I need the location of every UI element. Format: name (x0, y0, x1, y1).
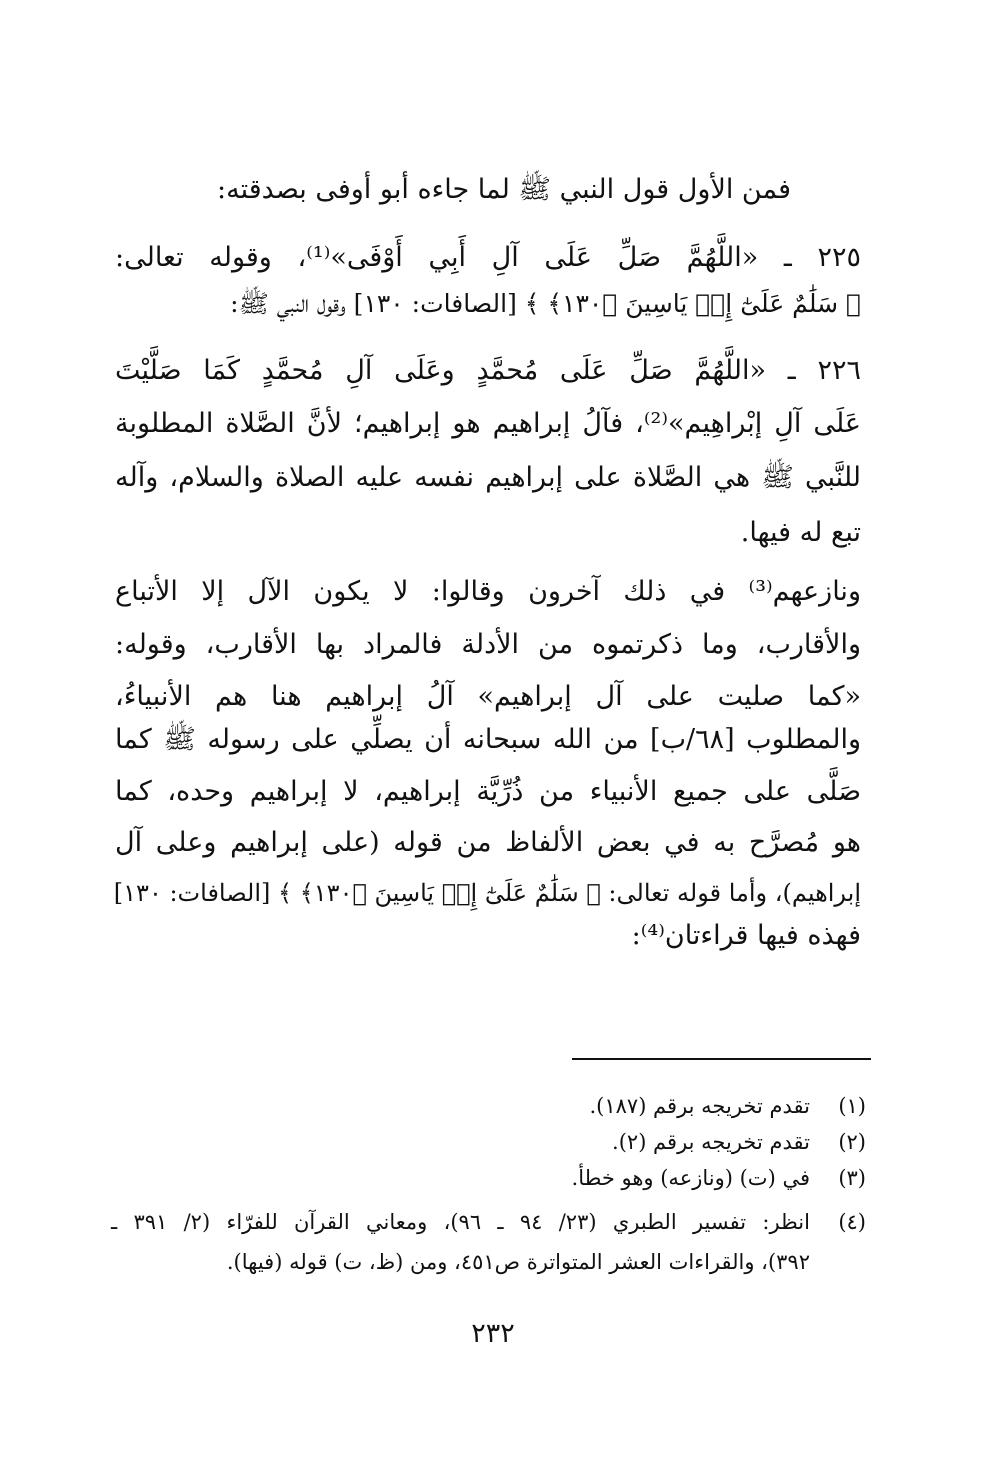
text-line: فهذه فيها قراءتان⁽⁴⁾: (631, 920, 861, 951)
text-line: إبراهيم)، وأما قوله تعالى: ﴿ سَلَٰمٌ عَلَىٰٓ إِلۡ يَاسِينَ ﴿١٣٠﴾ ﴾ [الصافات: ١٣٠] (113, 879, 861, 907)
text-line: تبع له فيها. (740, 517, 861, 548)
footnote-number: (١) (838, 1094, 866, 1118)
text-line: فمن الأول قول النبي ﷺ لما جاءه أبو أوفى بصدقته: (217, 174, 791, 205)
text-line: صَلَّى على جميع الأنبياء من ذُرِّيَّة إبراهيم، لا إبراهيم وحده، كما (115, 776, 861, 807)
footnote-separator (572, 1058, 871, 1060)
paragraph-first-line: ونازعهم⁽³⁾ في ذلك آخرون وقالوا: لا يكون الآل إلا الأتباع (115, 576, 861, 607)
footnote-text: انظر: تفسير الطبري (٢٣/ ٩٤ ـ ٩٦)، ومعاني القرآن للفرّاء (٢/ ٣٩١ ـ (111, 1210, 810, 1234)
footnote-text: تقدم تخريجه برقم (١٨٧). (589, 1094, 810, 1118)
text-line: والمطلوب [٦٨/ب] من الله سبحانه أن يصلِّي على رسوله ﷺ كما (115, 724, 861, 755)
text-line: هو مُصرَّح به في بعض الألفاظ من قوله (على إبراهيم وعلى آل (115, 827, 861, 858)
hadith-226-line: ٢٢٦ ـ «اللَّهُمَّ صَلِّ عَلَى مُحمَّدٍ وعَلَى آلِ مُحمَّدٍ كَمَا صَلَّيْتَ (115, 355, 861, 386)
text-line: عَلَى آلِ إبْراهِيم»⁽²⁾، فآلُ إبراهيم هو إبراهيم؛ لأنَّ الصَّلاة المطلوبة (115, 408, 861, 439)
text-line: والأقارب، وما ذكرتموه من الأدلة فالمراد بها الأقارب، وقوله: (115, 629, 861, 660)
footnote-text: تقدم تخريجه برقم (٢). (612, 1130, 810, 1154)
footnote-number: (٢) (838, 1130, 866, 1154)
footnote-text: ٣٩٢)، والقراءات العشر المتواترة ص٤٥١، ومن (ظ، ت) قوله (فيها). (226, 1250, 810, 1274)
hadith-225-line: ٢٢٥ ـ «اللَّهُمَّ صَلِّ عَلَى آلِ أَبِي أَوْفَى»⁽¹⁾، وقوله تعالى: (115, 242, 861, 273)
quran-citation-line: ﴿ سَلَٰمٌ عَلَىٰٓ إِلۡ يَاسِينَ ﴿١٣٠﴾ ﴾ [الصافات: ١٣٠] وقول النبي ﷺ: (230, 289, 861, 318)
text-line: «كما صليت على آل إبراهيم» آلُ إبراهيم هنا هم الأنبياءُ، (115, 681, 861, 712)
text-line: للنَّبي ﷺ هي الصَّلاة على إبراهيم نفسه عليه الصلاة والسلام، وآله (115, 462, 861, 493)
page-number: ٢٣٢ (471, 1318, 515, 1349)
footnote-number: (٣) (838, 1166, 866, 1190)
footnote-number: (٤) (838, 1210, 866, 1234)
footnote-text: في (ت) (ونازعه) وهو خطأ. (571, 1166, 810, 1190)
